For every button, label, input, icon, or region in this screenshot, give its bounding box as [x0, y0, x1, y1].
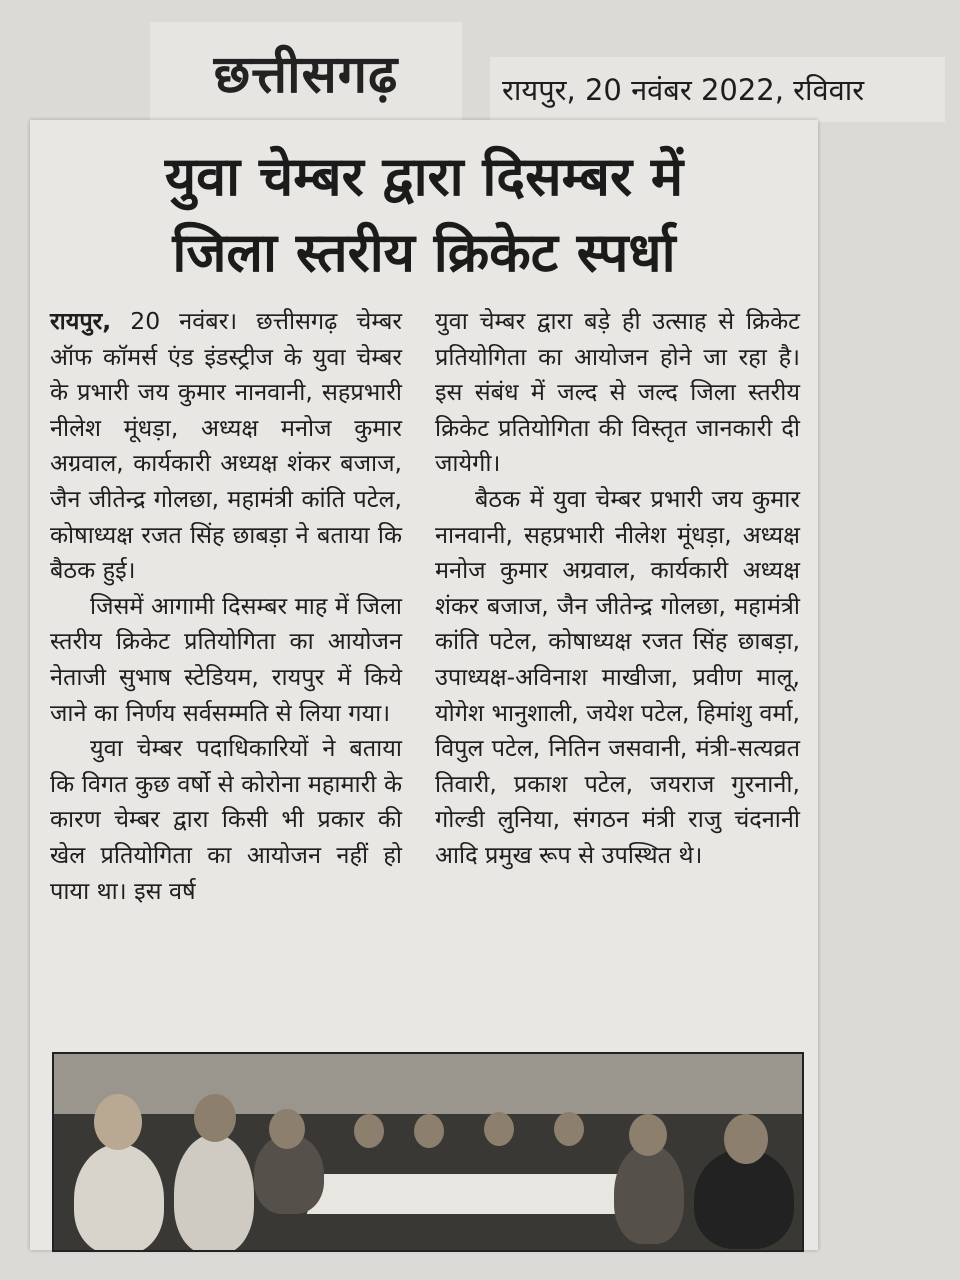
headline-line-2: जिला स्तरीय क्रिकेट स्पर्धा — [172, 220, 676, 284]
photo-person — [174, 1134, 254, 1252]
newspaper-masthead — [150, 22, 462, 122]
left-paragraph-2: जिसमें आगामी दिसम्बर माह में जिला स्तरीय क्रिकेट प्रतियोगिता का आयोजन नेताजी सुभाष स्टेडियम, रायपुर में किये जाने का निर्णय सर्वसम्मति से लिया गया। — [50, 591, 402, 727]
article-column-right — [435, 304, 800, 874]
photo-person-head — [94, 1094, 142, 1150]
photo-person — [74, 1144, 164, 1252]
news-clipping — [30, 120, 818, 1250]
photo-person — [694, 1149, 794, 1249]
meeting-photo — [52, 1052, 804, 1252]
masthead-title: छत्तीसगढ़ — [213, 43, 399, 105]
photo-person-head — [484, 1112, 514, 1146]
article-column-left — [50, 304, 402, 909]
photo-person-head — [724, 1114, 768, 1164]
photo-wall — [54, 1054, 802, 1114]
right-paragraph-1: युवा चेम्बर द्वारा बड़े ही उत्साह से क्रिकेट प्रतियोगिता का आयोजन होने जा रहा है। इस संबंध में जल्द से जल्द जिला स्तरीय क्रिकेट प्रतियोगिता की विस्तृत जानकारी दी जायेगी। — [435, 307, 800, 478]
left-paragraph-1-text: 20 नवंबर। छत्तीसगढ़ चेम्बर ऑफ कॉमर्स एंड इंडस्ट्रीज के युवा चेम्बर के प्रभारी जय कुमार नानवानी, सहप्रभारी नीलेश मूंधड़ा, अध्यक्ष मनोज कुमार अग्रवाल, कार्यकारी अध्यक्ष शंकर बजाज, जैन जीतेन्द्र गोलछा, महामंत्री कांति पटेल, कोषाध्यक्ष रजत सिंह छाबड़ा ने बताया कि बैठक हुई। — [50, 307, 402, 585]
photo-person-head — [629, 1114, 667, 1156]
photo-person-head — [554, 1112, 584, 1146]
photo-person-head — [269, 1109, 305, 1149]
right-paragraph-2: बैठक में युवा चेम्बर प्रभारी जय कुमार नानवानी, सहप्रभारी नीलेश मूंधड़ा, अध्यक्ष मनोज कुमार अग्रवाल, कार्यकारी अध्यक्ष शंकर बजाज, जैन जीतेन्द्र गोलछा, महामंत्री कांति पटेल, कोषाध्यक्ष रजत सिंह छाबड़ा, उपाध्यक्ष-अविनाश माखीजा, प्रवीण मालू, योगेश भानुशाली, जयेश पटेल, हिमांशु वर्मा, विपुल पटेल, नितिन जसवानी, मंत्री-सत्यव्रत तिवारी, प्रकाश पटेल, जयराज गुरनानी, गोल्डी लुनिया, संगठन मंत्री राजु चंदनानी आदि प्रमुख रूप से उपस्थित थे। — [435, 484, 800, 869]
headline-line-1: युवा चेम्बर द्वारा दिसम्बर में — [164, 144, 684, 208]
photo-person — [614, 1144, 684, 1244]
photo-conference-table — [307, 1174, 662, 1214]
photo-person-head — [194, 1094, 236, 1142]
dateline-box — [490, 57, 945, 122]
dateline-text: रायपुर, 20 नवंबर 2022, रविवार — [502, 73, 865, 107]
photo-person-head — [414, 1114, 444, 1148]
dateline-lead: रायपुर, — [50, 307, 112, 335]
photo-person-head — [354, 1114, 384, 1148]
left-paragraph-3: युवा चेम्बर पदाधिकारियों ने बताया कि विगत कुछ वर्षो से कोरोना महामारी के कारण चेम्बर द्वारा किसी भी प्रकार की खेल प्रतियोगिता का आयोजन नहीं हो पाया था। इस वर्ष — [50, 734, 402, 905]
left-paragraph-1 — [50, 304, 402, 589]
article-headline — [30, 138, 818, 290]
